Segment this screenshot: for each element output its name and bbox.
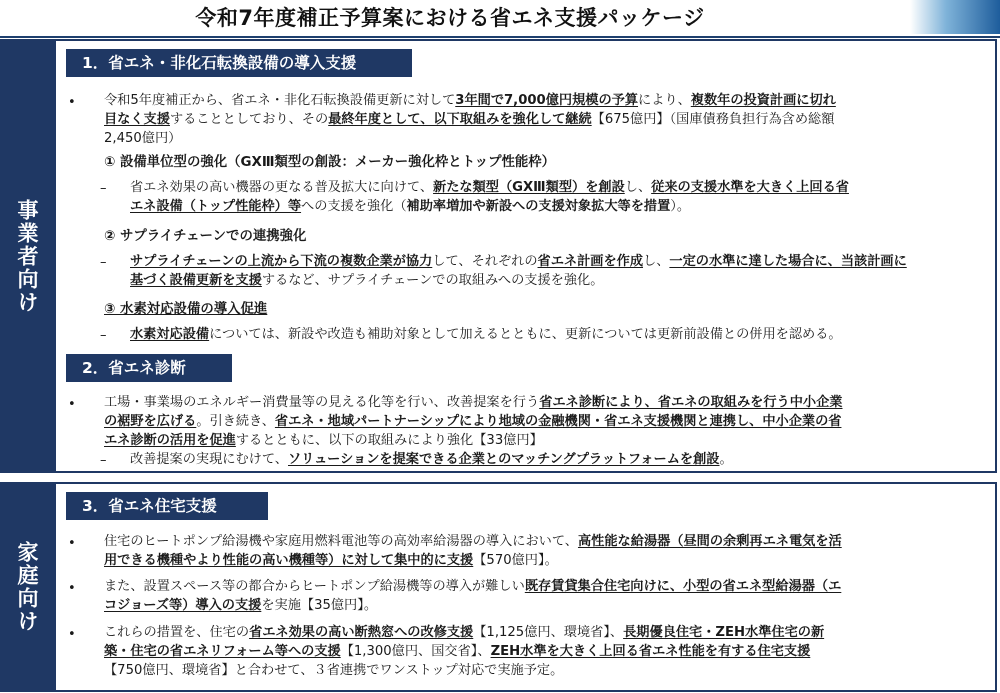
section3-bullet1-text	[104, 532, 842, 570]
text-line: 住宅のヒートポンプ給湯機や家庭用燃料電池等の高効率給湯器の導入において、高性能な給湯器（昼間の余剰再エネ電気を活	[104, 534, 842, 549]
bullet-icon: •	[68, 397, 76, 412]
bullet-icon: •	[68, 536, 76, 551]
text-line: 【750億円、環境省】と合わせて、３省連携でワンストップ対応で実施予定。	[104, 663, 564, 678]
section2-bullet-text	[104, 393, 843, 450]
text-line: 築・住宅の省エネリフォーム等への支援【1,300億円、国交省】、ZEH水準を大きく上回る省エネ性能を有する住宅支援	[104, 644, 811, 659]
bullet-icon: •	[68, 627, 76, 642]
sub2-heading: ② サプライチェーンでの連携強化	[104, 229, 307, 244]
dash-icon: –	[100, 255, 107, 270]
text-line: コジョーズ等）導入の支援を実施【35億円】。	[104, 598, 378, 613]
sub3-text	[130, 325, 842, 344]
bullet-icon: •	[68, 95, 76, 110]
dash-icon: –	[100, 453, 107, 468]
section1-bullet-text	[104, 91, 836, 148]
sidebar-household: 家庭向け	[0, 482, 54, 692]
text-line: サプライチェーンの上流から下流の複数企業が協力して、それぞれの省エネ計画を作成し、一定の水準に達した場合に、当該計画に	[130, 254, 907, 269]
bullet-icon: •	[68, 581, 76, 596]
text-line: 工場・事業場のエネルギー消費量等の見える化等を行い、改善提案を行う省エネ診断により、省エネの取組みを行う中小企業	[104, 395, 843, 410]
sub1-text	[130, 178, 849, 216]
title-corner-decoration	[910, 0, 1000, 34]
section3-bullet3-text	[104, 623, 824, 680]
text-line: エネ設備（トップ性能枠）等への支援を強化（補助率増加や新設への支援対象拡大等を措置）。	[130, 199, 691, 214]
text-line: 用できる機種やより性能の高い機種等）に対して集中的に支援【570億円】。	[104, 553, 558, 568]
text-line: 令和5年度補正から、省エネ・非化石転換設備更新に対して3年間で7,000億円規模の予算により、複数年の投資計画に切れ	[104, 93, 836, 108]
text-line: 2,450億円）	[104, 131, 182, 146]
page-title: 令和7年度補正予算案における省エネ支援パッケージ	[195, 6, 705, 30]
sub2-text	[130, 252, 907, 290]
business-panel	[54, 39, 997, 473]
text-line: エネ診断の活用を促進するとともに、以下の取組みにより強化【33億円】	[104, 433, 543, 448]
sub3-heading: ③ 水素対応設備の導入促進	[104, 302, 268, 317]
section3-bullet2-text	[104, 577, 841, 615]
title-underline	[0, 36, 1000, 38]
sidebar-business: 事業者向け	[0, 39, 54, 473]
section1-header: 1．省エネ・非化石転換設備の導入支援	[66, 49, 412, 77]
text-line: 省エネ効果の高い機器の更なる普及拡大に向けて、新たな類型（GXⅢ類型）を創設し、従来の支援水準を大きく上回る省	[130, 180, 849, 195]
dash-icon: –	[100, 328, 107, 343]
section3-header: 3．省エネ住宅支援	[66, 492, 268, 520]
text-line: 目なく支援することとしており、その最終年度として、以下取組みを強化して継続【675億円】（国庫債務負担行為含め総額	[104, 112, 835, 127]
text-line: の裾野を広げる。引き続き、省エネ・地域パートナーシップにより地域の金融機関・省エネ支援機関と連携し、中小企業の省	[104, 414, 842, 429]
section2-dash-text: 改善提案の実現にむけて、ソリューションを提案できる企業とのマッチングプラットフォームを創設。	[130, 452, 733, 467]
section2-header: 2．省エネ診断	[66, 354, 232, 382]
household-panel	[54, 482, 997, 692]
text-line: 水素対応設備については、新設や改造も補助対象として加えるとともに、更新については更新前設備との併用を認める。	[130, 327, 842, 342]
text-line: 基づく設備更新を支援するなど、サプライチェーンでの取組みへの支援を強化。	[130, 273, 604, 288]
text-line: また、設置スペース等の都合からヒートポンプ給湯機等の導入が難しい既存賃貸集合住宅向けに、小型の省エネ型給湯器（エ	[104, 579, 842, 594]
sub1-heading: ① 設備単位型の強化（GXⅢ類型の創設：メーカー強化枠とトップ性能枠）	[104, 155, 556, 170]
dash-icon: –	[100, 181, 107, 196]
text-line: これらの措置を、住宅の省エネ効果の高い断熱窓への改修支援【1,125億円、環境省】、長期優良住宅・ZEH水準住宅の新	[104, 625, 825, 640]
